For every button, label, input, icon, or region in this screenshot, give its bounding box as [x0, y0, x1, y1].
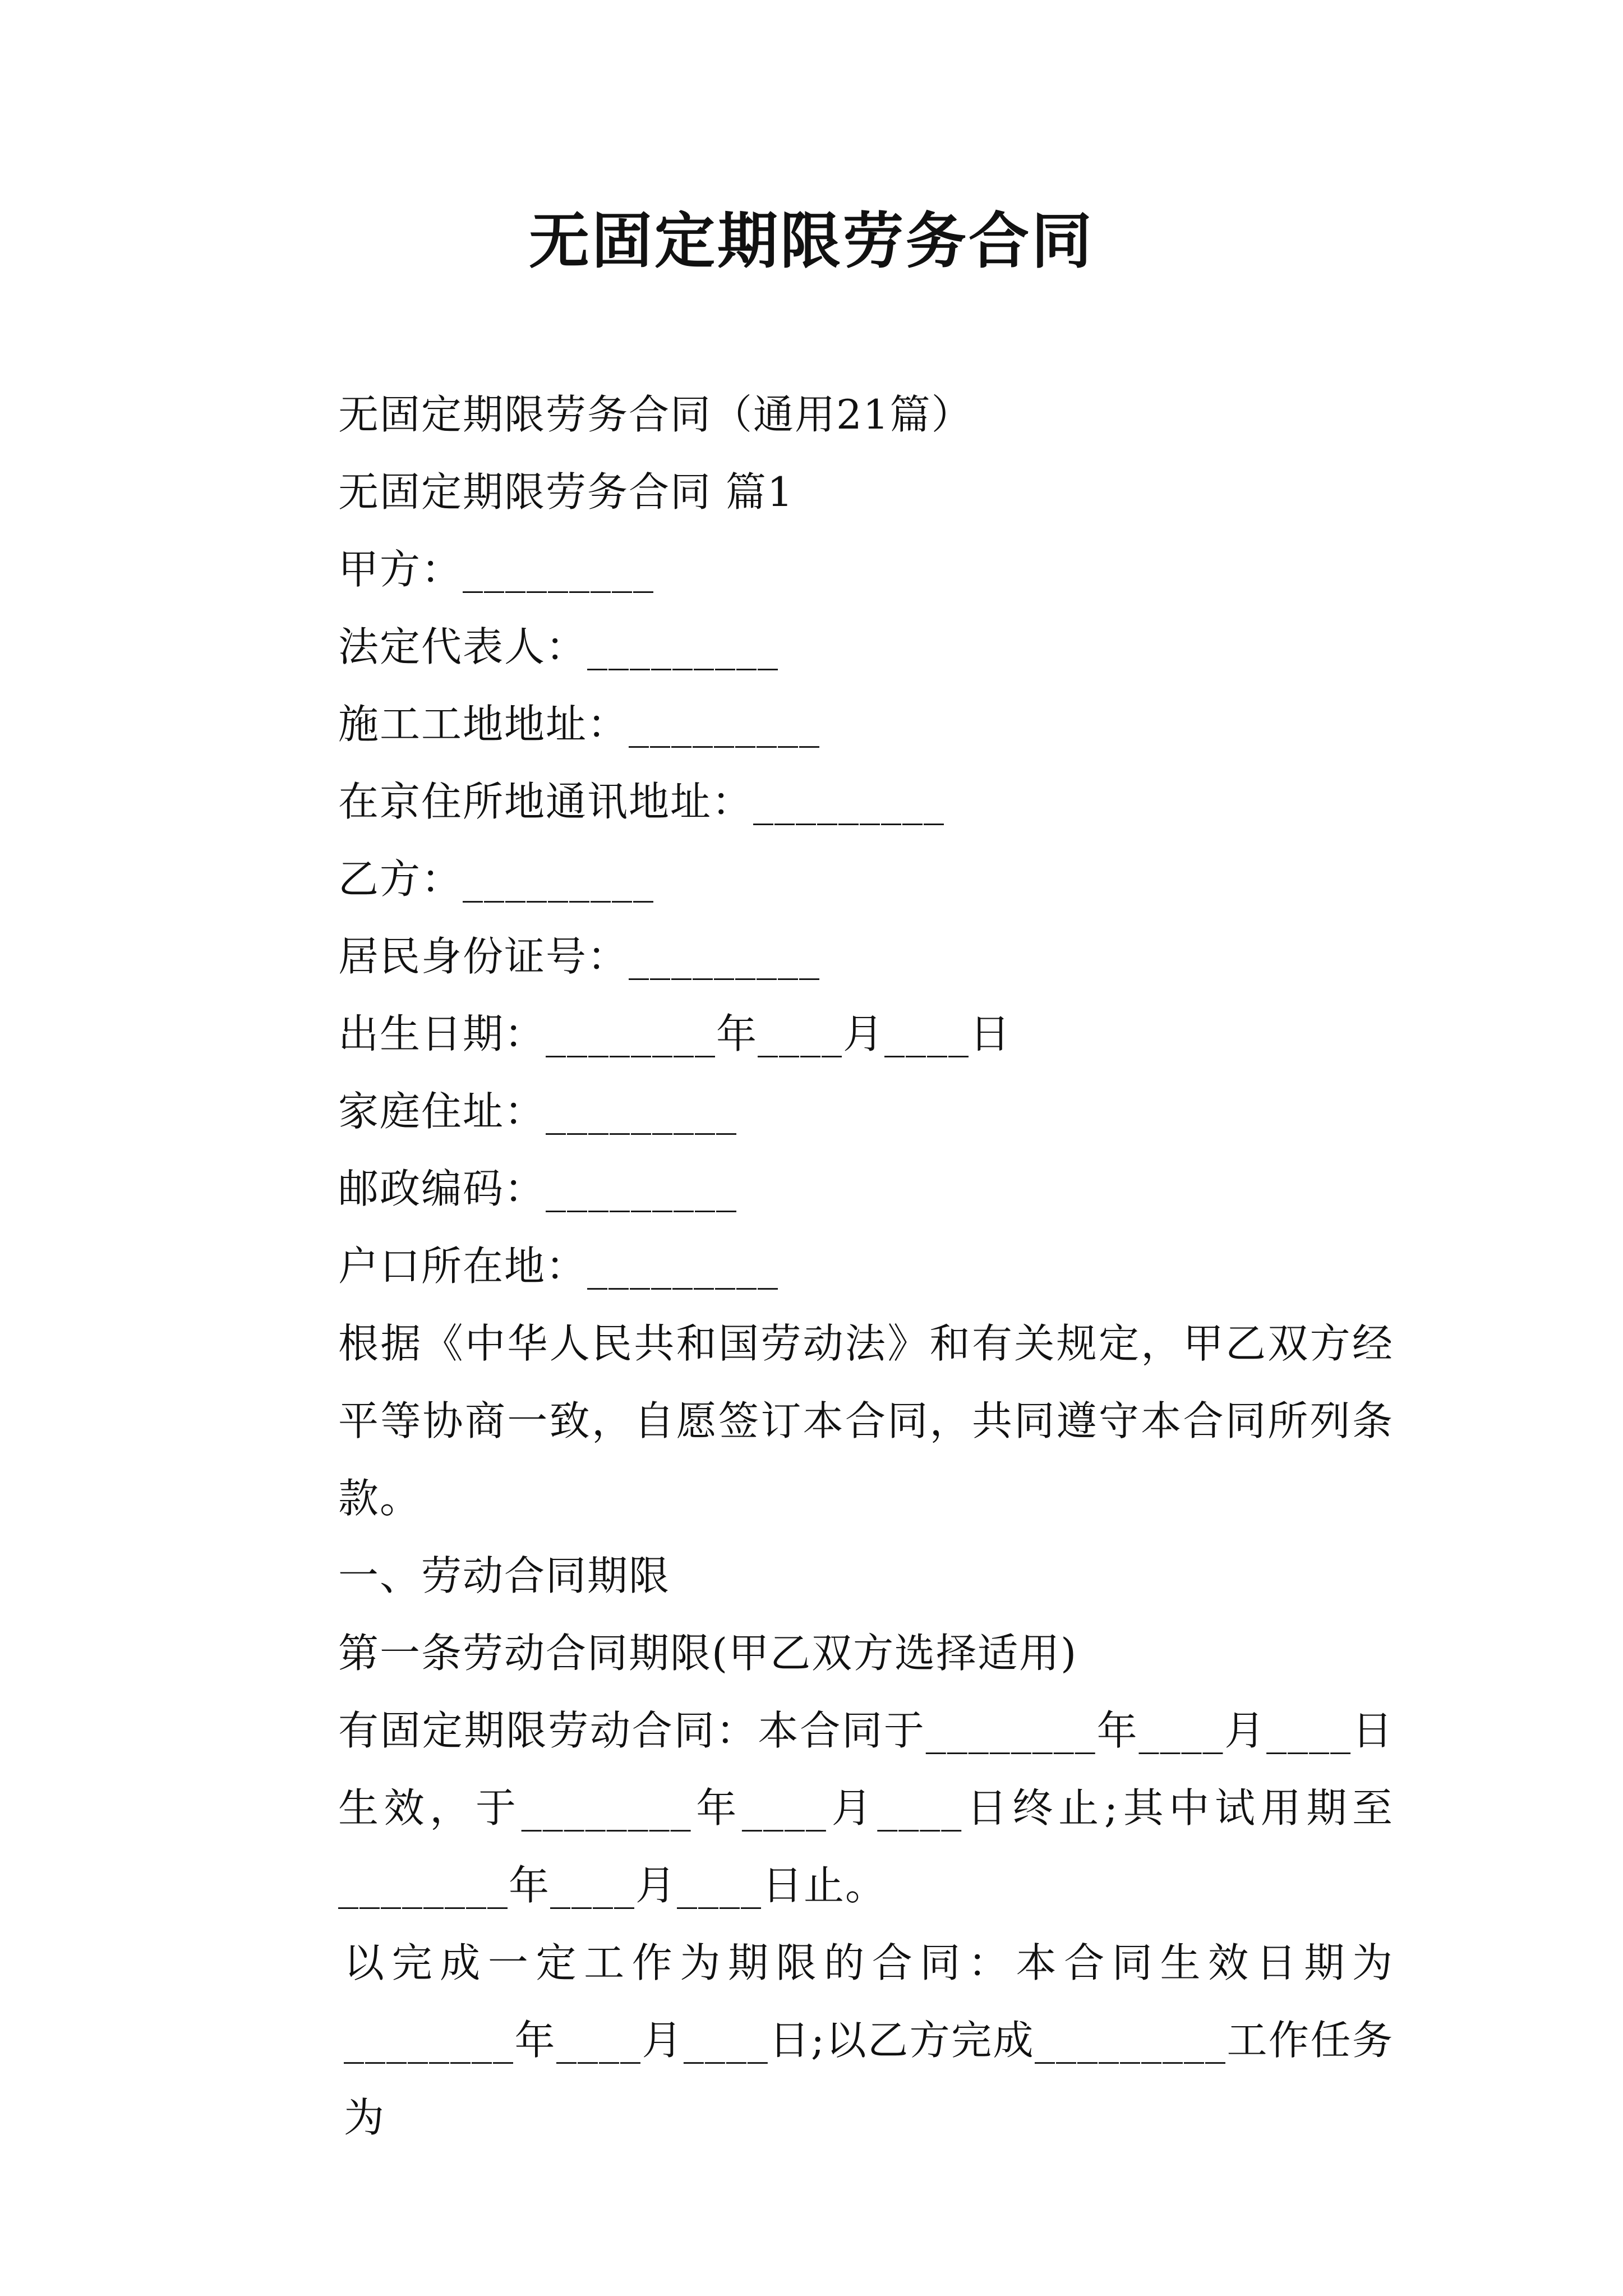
preamble-paragraph: 根据《中华人民共和国劳动法》和有关规定，甲乙双方经平等协商一致，自愿签订本合同，共同遵守本合同所列条款。: [338, 1320, 1394, 1522]
section-heading: 无固定期限劳务合同 篇1: [338, 468, 794, 516]
legal-representative-field: 法定代表人：_________: [338, 623, 780, 670]
document-title: 无固定期限劳务合同: [528, 206, 1094, 277]
article-heading: 第一条劳动合同期限(甲乙双方选择适用): [338, 1630, 1078, 1677]
task-term-paragraph: 以完成一定工作为期限的合同：本合同生效日期为________年____月____日;以乙方完成_________工作任务为: [344, 1939, 1394, 2141]
household-registration-field: 户口所在地：_________: [338, 1243, 780, 1290]
postal-code-field: 邮政编码：_________: [338, 1165, 738, 1212]
document-body: [250, 376, 1394, 2156]
site-address-field: 施工工地地址：_________: [338, 701, 821, 748]
birth-date-field: 出生日期：________年____月____日: [338, 1010, 1012, 1057]
home-address-field: 家庭住址：_________: [338, 1088, 738, 1135]
subtitle: 无固定期限劳务合同（通用21篇）: [338, 391, 973, 438]
beijing-address-field: 在京住所地通讯地址：_________: [338, 778, 946, 825]
chapter-heading: 一、劳动合同期限: [338, 1552, 671, 1599]
fixed-term-paragraph: 有固定期限劳动合同：本合同于________年____月____日生效，于________年____月____日终止;其中试用期至________年____月____日止。: [338, 1707, 1394, 1909]
party-b-field: 乙方：_________: [338, 855, 655, 903]
party-a-field: 甲方：_________: [338, 546, 655, 593]
id-number-field: 居民身份证号：_________: [338, 933, 821, 980]
